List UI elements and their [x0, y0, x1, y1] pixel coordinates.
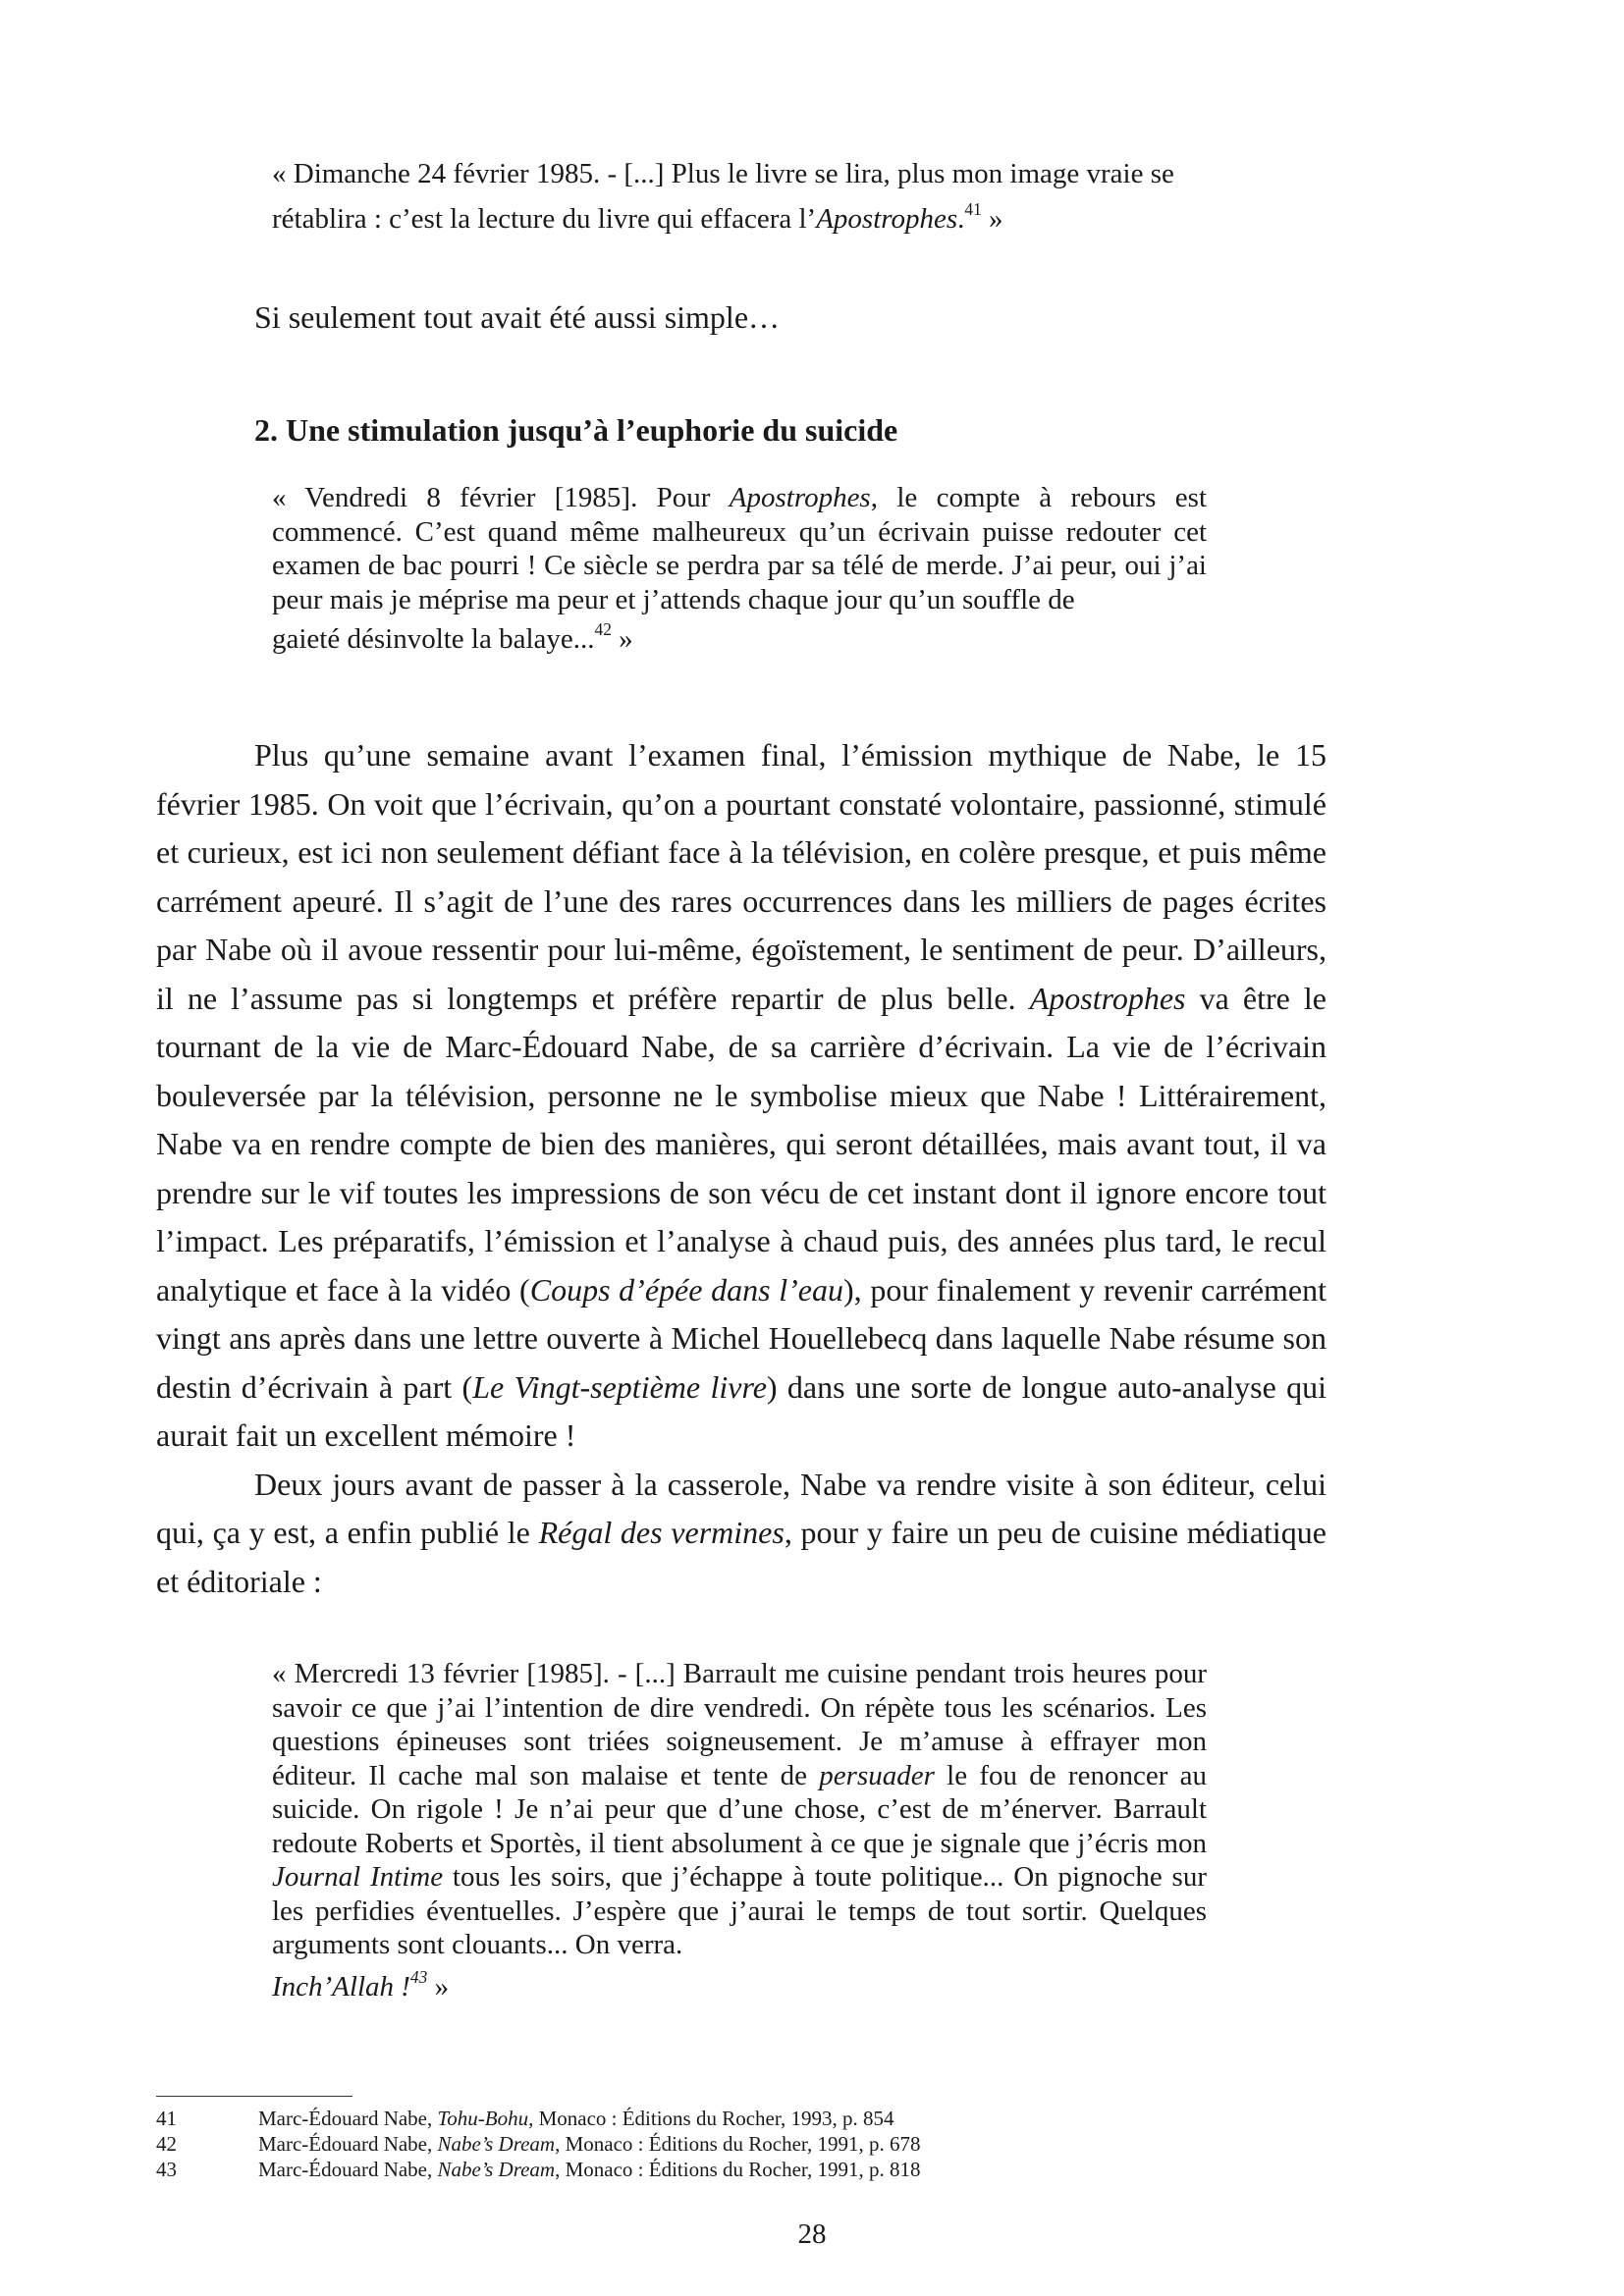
- italic-title: Coups d’épée dans l’eau: [529, 1271, 843, 1308]
- block-quote-3: [272, 1657, 1207, 2003]
- body-paragraph-2: Deux jours avant de passer à la casserole, Nabe va rendre visite à son éditeur, celui qui, ça y est, a enfin publié le Régal des vermines, pour y faire un peu de cuisine médiatique et éditoriale :: [156, 1466, 1327, 1599]
- italic-title: Journal Intime: [272, 1861, 444, 1893]
- quote-last-line: gaieté désinvolte la balaye...$^{42}$ »: [272, 618, 633, 655]
- body-paragraph-1: Plus qu’une semaine avant l’examen final, l’émission mythique de Nabe, le 15 février 1985. On voit que l’écrivain, qu’on a pourtant constaté volontaire, passionné, stimulé et curieux, est ici non seulement défiant face à la télévision, en colère presque, et puis même carrément apeuré. Il s’agit de l’une des rares occurrences dans les milliers de pages écrites par Nabe où il avoue ressentir pour lui-même, égoïstement, le sentiment de peur. D’ailleurs, il ne l’assume pas si longtemps et préfère repartir de plus belle. Apostrophes va être le tournant de la vie de Marc-Édouard Nabe, de sa carrière d’écrivain. La vie de l’écrivain bouleversée par la télévision, personne ne le symbolise mieux que Nabe ! Littérairement, Nabe va en rendre compte de bien des manières, qui seront détaillées, mais avant tout, il va prendre sur le vif toutes les impressions de son vécu de cet instant dont il ignore encore tout l’impact. Les préparatifs, l’émission et l’analyse à chaud puis, des années plus tard, le recul analytique et face à la vidéo (Coups d’épée dans l’eau), pour finalement y revenir carrément vingt ans après dans une lettre ouverte à Michel Houellebecq dans laquelle Nabe résume son destin d’écrivain à part (Le Vingt-septième livre) dans une sorte de longue auto-analyse qui aurait fait un excellent mémoire !: [156, 737, 1327, 1453]
- footnote-text: Marc-Édouard Nabe, Nabe’s Dream, Monaco : Éditions du Rocher, 1991, p. 678: [258, 2132, 921, 2156]
- footnote-ref: 42: [594, 618, 612, 639]
- italic-word: persuader: [819, 1759, 935, 1791]
- footnote-ref: 43: [409, 1966, 428, 1987]
- footnote-text: Marc-Édouard Nabe, Nabe’s Dream, Monaco : Éditions du Rocher, 1991, p. 818: [258, 2158, 921, 2181]
- italic-title: Le Vingt-septième livre: [472, 1368, 767, 1405]
- footnote-text: Marc-Édouard Nabe, Tohu-Bohu, Monaco : Éditions du Rocher, 1993, p. 854: [258, 2107, 894, 2130]
- footnote: [156, 2157, 1326, 2182]
- footnote-ref: 41: [964, 198, 982, 219]
- footnote-number: 41: [156, 2107, 177, 2130]
- quote-paragraph: « Mercredi 13 février [1985]. - [...] Barrault me cuisine pendant trois heures pour savoir ce que j’ai l’intention de dire vendredi. On répète tous les scénarios. Les questions épineuses sont triées soigneusement. Je m’amuse à effrayer mon éditeur. Il cache mal son malaise et tente de persuader le fou de renoncer au suicide. On rigole ! Je n’ai peur que d’une chose, c’est de m’énerver. Barrault redoute Roberts et Sportès, il tient absolument à ce que je signale que j’écris mon Journal Intime tous les soirs, que j’échappe à toute politique... On pignoche sur les perfidies éventuelles. J’espère que j’aurai le temps de tout sortir. Quelques arguments sont clouants... On verra.: [272, 1658, 1207, 1960]
- section-heading: 2. Une stimulation jusqu’à l’euphorie du suicide: [254, 412, 898, 448]
- footnote-separator: [156, 2096, 352, 2097]
- italic-title: Apostrophes: [816, 203, 958, 235]
- footnote-number: 42: [156, 2132, 177, 2156]
- italic-title: Apostrophes: [1029, 980, 1186, 1016]
- footnote: [156, 2106, 1326, 2131]
- block-quote-1: [272, 151, 1207, 241]
- italic-title: Apostrophes: [729, 482, 871, 513]
- footnotes: [156, 2106, 1326, 2182]
- footnote: [156, 2131, 1326, 2157]
- block-quote-2: [272, 481, 1207, 657]
- quote-paragraph: « Dimanche 24 février 1985. - [...] Plus le livre se lira, plus mon image vraie se rétablira : c’est la lecture du livre qui effacera l’Apostrophes.$^{41}$ »: [272, 158, 1174, 235]
- quote-paragraph: « Vendredi 8 février [1985]. Pour Apostrophes, le compte à rebours est commencé. C’est quand même malheureux qu’un écrivain puisse redouter cet examen de bac pourri ! Ce siècle se perdra par sa télé de merde. J’ai peur, oui j’ai peur mais je méprise ma peur et j’attends chaque jour qu’un souffle de: [272, 482, 1207, 615]
- quote-last-line: Inch’Allah !$^{43}$ »: [272, 1966, 450, 2002]
- italic-title: Régal des vermines: [538, 1515, 785, 1550]
- body-text: [156, 731, 1326, 1606]
- transition-line: Si seulement tout avait été aussi simple…: [254, 299, 781, 335]
- page-number: 28: [797, 2218, 827, 2250]
- footnote-number: 43: [156, 2158, 177, 2181]
